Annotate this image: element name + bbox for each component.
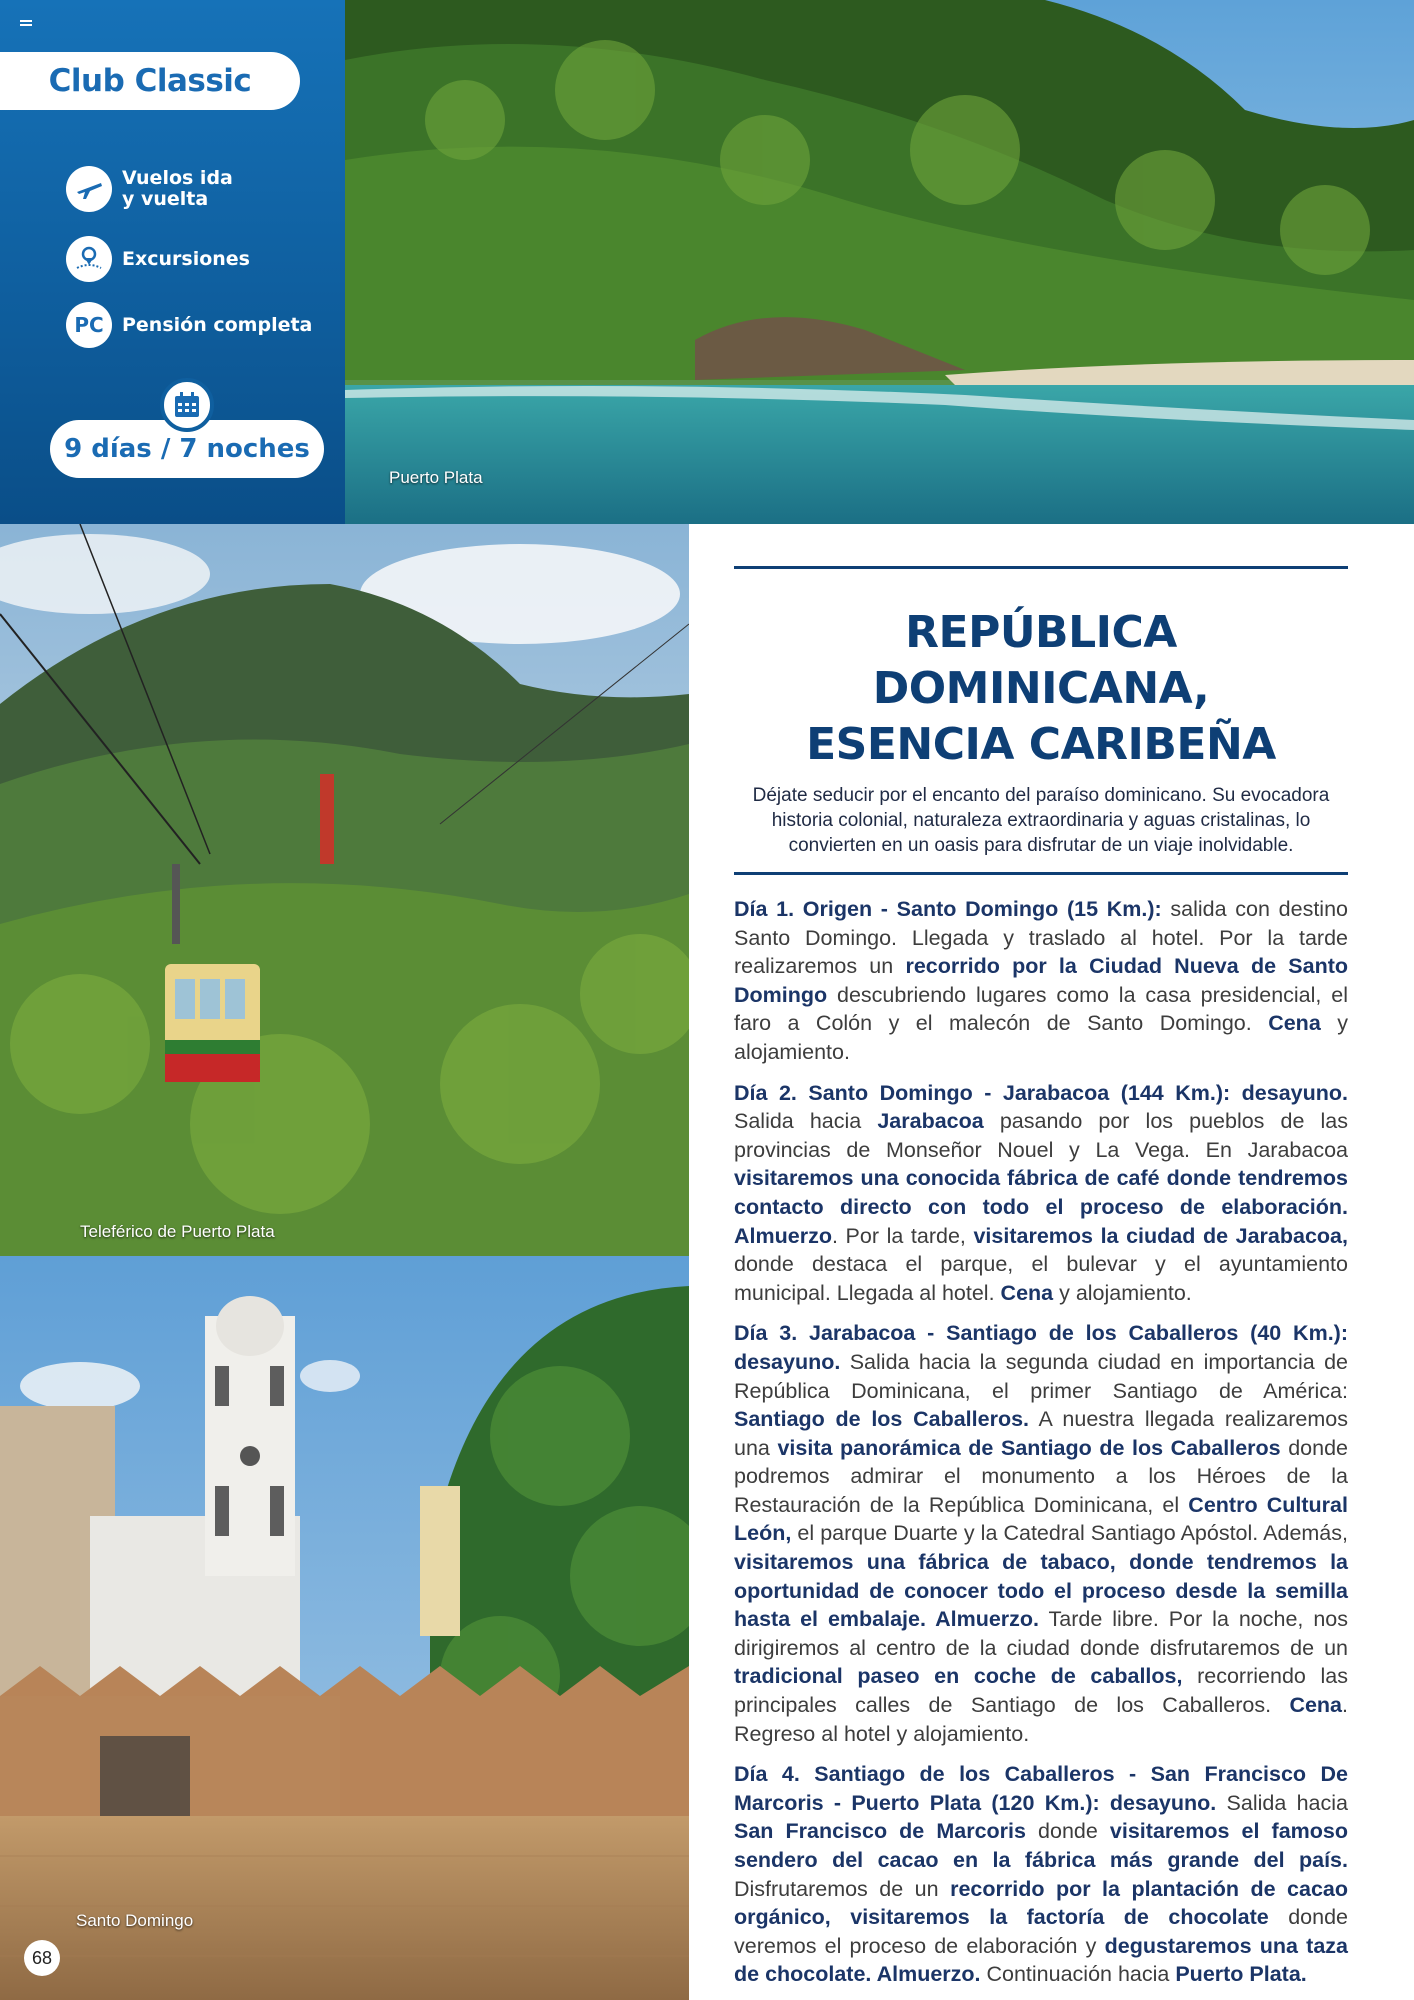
body-text: el parque Duarte y la Catedral Santiago Apóstol. Además,: [791, 1521, 1348, 1546]
bold-text: Día 2. Santo Domingo - Jarabacoa (144 Km.): desayuno.: [734, 1080, 1348, 1105]
title-line: ESENCIA CARIBEÑA: [806, 719, 1276, 770]
body-text: donde podremos admirar el monumento a los Héroes de la Restauración de la República Dominicana, el: [734, 1435, 1348, 1517]
duration-badge: 9 días / 7 noches: [50, 420, 324, 478]
body-text: . Regreso al hotel y alojamiento.: [734, 1693, 1348, 1746]
photo-caption: Teleférico de Puerto Plata: [80, 1222, 275, 1241]
pc-icon: PC: [66, 302, 112, 348]
bold-text: Puerto Plata.: [1175, 1962, 1307, 1987]
bold-text: visitaremos la ciudad de Jarabacoa,: [973, 1223, 1348, 1248]
body-text: pasando por los pueblos de las provincias de Monseñor Nouel y La Vega. En Jarabacoa: [734, 1109, 1348, 1162]
bold-text: Cena: [1289, 1693, 1343, 1718]
body-text: Salida hacia: [1216, 1790, 1348, 1815]
bold-text: recorrido por la plantación de cacao orgánico, visitaremos la factoría de chocolate: [734, 1876, 1348, 1930]
body-text: . Por la tarde,: [831, 1223, 974, 1248]
bold-text: tradicional paseo en coche de caballos,: [734, 1664, 1183, 1689]
photo-puerto-plata-beach: [345, 0, 1414, 524]
body-text: A nuestra llegada realizaremos una: [734, 1407, 1348, 1460]
itinerary-day-1: [734, 895, 1348, 1067]
feature-flights: [66, 166, 233, 212]
body-text: descubriendo lugares como la casa presidencial, el faro a Colón y el malecón de Santo Domingo.: [734, 982, 1348, 1036]
body-text: salida con destino Santo Domingo. Llegada y traslado al hotel. Por la tarde realizaremos un: [734, 897, 1348, 979]
itinerary-day-3: [734, 1319, 1348, 1748]
feature-label: Pensión completa: [122, 313, 313, 336]
divider: [734, 872, 1348, 875]
body-text: donde veremos el proceso de elaboración y: [734, 1905, 1349, 1958]
bold-text: visitaremos una fábrica de tabaco, donde tendremos la oportunidad de conocer todo el proceso desde la semilla hasta el embalaje. Almuerzo.: [734, 1550, 1348, 1632]
bold-text: Jarabacoa: [877, 1109, 984, 1134]
photo-santo-domingo: [0, 1256, 689, 2000]
title-line: REPÚBLICA DOMINICANA,: [872, 607, 1210, 714]
body-text: donde destaca el parque, el bulevar y el ayuntamiento municipal. Llegada al hotel.: [734, 1252, 1348, 1305]
body-text: Disfrutaremos de un: [734, 1876, 951, 1901]
menu-icon: [20, 20, 32, 30]
itinerary-day-4: [734, 1760, 1348, 1989]
bold-text: Día 3. Jarabacoa - Santiago de los Caballeros (40 Km.): desayuno.: [734, 1321, 1348, 1374]
feature-excursions: [66, 236, 250, 282]
bold-text: visitaremos el famoso sendero del cacao en la fábrica más grande del país.: [734, 1819, 1348, 1872]
body-text: recorriendo las principales calles de Santiago de los Caballeros.: [734, 1664, 1348, 1718]
bold-text: Cena: [1000, 1280, 1054, 1305]
bold-text: visita panorámica de Santiago de los Caballeros: [777, 1435, 1281, 1460]
itinerary-day-2: [734, 1079, 1348, 1308]
body-text: y alojamiento.: [1053, 1280, 1192, 1305]
page-number: 68: [24, 1940, 60, 1976]
article-intro: Déjate seducir por el encanto del paraíso dominicano. Su evocadora historia colonial, naturaleza extraordinaria y aguas cristalinas, lo convierten en un oasis para disfrutar de un viaje inolvidable.: [752, 785, 1330, 856]
bold-text: San Francisco de Marcoris: [734, 1819, 1026, 1844]
article: [734, 566, 1348, 1989]
photo-caption: Santo Domingo: [76, 1911, 194, 1930]
feature-label: Vuelos ida y vuelta: [122, 167, 233, 210]
airplane-icon: [66, 166, 112, 212]
body-text: Tarde libre. Por la noche, nos dirigiremos al centro de la ciudad donde disfrutaremos de un: [734, 1607, 1348, 1660]
body-text: Salida hacia: [734, 1109, 878, 1134]
bold-text: recorrido por la Ciudad Nueva de Santo Domingo: [734, 954, 1348, 1007]
calendar-icon: [160, 378, 214, 432]
bold-text: Santiago de los Caballeros.: [734, 1407, 1030, 1432]
bold-text: Centro Cultural León,: [734, 1492, 1348, 1546]
body-text: Salida hacia la segunda ciudad en importancia de República Dominicana, el primer Santiago de América:: [734, 1349, 1348, 1403]
bold-text: Día 1. Origen - Santo Domingo (15 Km.):: [734, 897, 1162, 921]
map-pin-icon: [66, 236, 112, 282]
bold-text: Día 4. Santiago de los Caballeros - San Francisco De Marcoris - Puerto Plata (120 Km.): desayuno.: [734, 1762, 1348, 1815]
divider: [734, 566, 1348, 569]
article-title: [734, 605, 1348, 773]
bold-text: visitaremos una conocida fábrica de café donde tendremos contacto directo con todo el proceso de elaboración. Almuerzo: [734, 1166, 1348, 1248]
product-sidebar: [0, 0, 345, 524]
feature-full-board: [66, 302, 312, 348]
photo-cable-car: [0, 524, 689, 1256]
feature-label: Excursiones: [122, 247, 250, 270]
photo-caption: Puerto Plata: [389, 468, 483, 487]
body-text: y alojamiento.: [734, 1011, 1348, 1064]
bold-text: Cena: [1268, 1011, 1321, 1036]
body-text: Continuación hacia: [980, 1962, 1176, 1987]
club-badge: Club Classic: [0, 52, 300, 110]
bold-text: degustaremos una taza de chocolate. Almuerzo.: [734, 1933, 1348, 1987]
body-text: donde: [1025, 1819, 1110, 1844]
